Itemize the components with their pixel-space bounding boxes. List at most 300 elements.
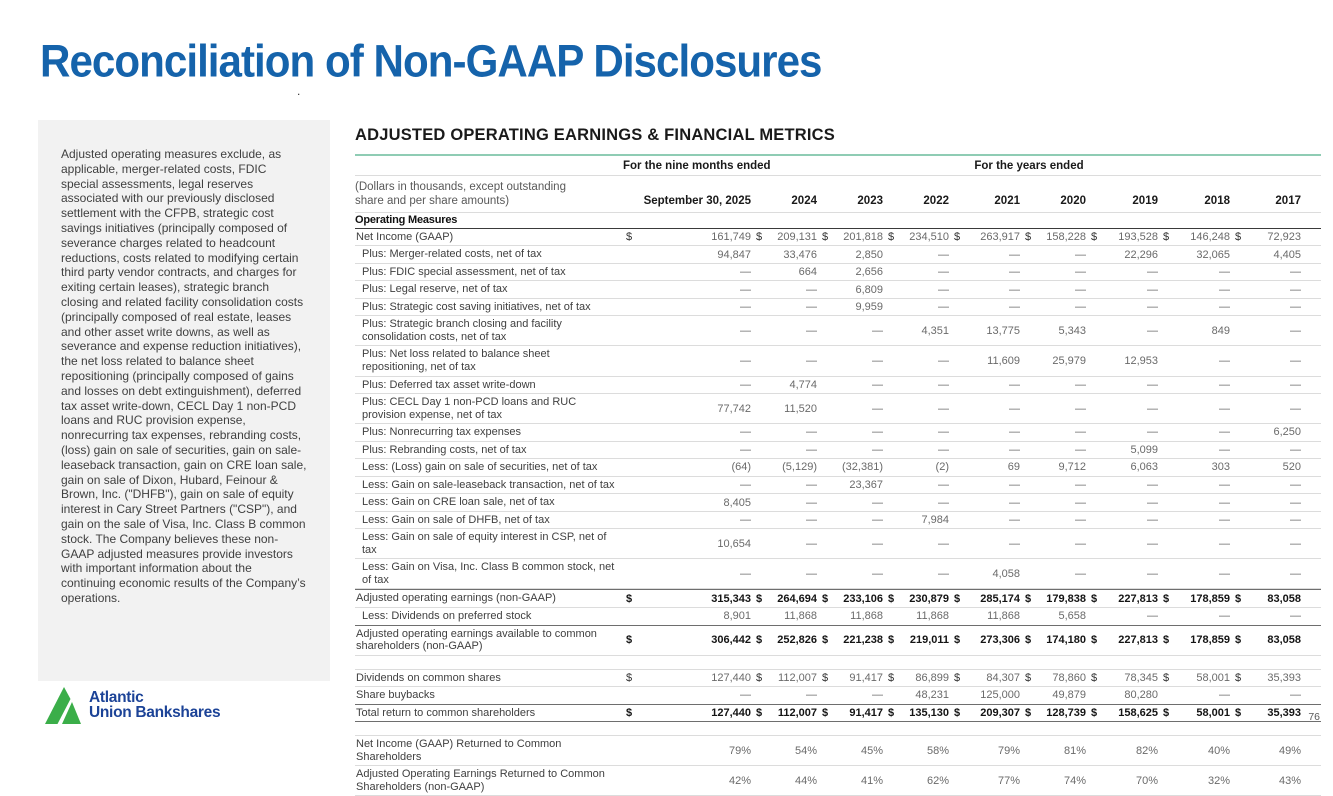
- cell-value: 179,838: [1046, 592, 1086, 605]
- table-row: [355, 377, 1321, 395]
- value-cell: [1232, 299, 1303, 315]
- value-cell: [623, 591, 753, 607]
- cell-value: —: [1147, 567, 1158, 580]
- row-label: Plus: Net loss related to balance sheet repositioning, net of tax: [362, 348, 550, 373]
- cell-value: —: [1219, 496, 1230, 509]
- cell-value: —: [806, 514, 817, 527]
- value-cell: [951, 377, 1022, 393]
- cell-value: —: [1290, 324, 1301, 337]
- table-row: [355, 608, 1321, 626]
- dollar-sign: $: [1091, 231, 1098, 244]
- value-cell: [1160, 401, 1232, 417]
- cell-value: 79%: [997, 744, 1020, 757]
- value-cell: [1022, 229, 1088, 245]
- cell-value: 33,476: [783, 248, 817, 261]
- span-header-nine-months: For the nine months ended: [623, 160, 771, 172]
- dollar-sign: $: [822, 592, 829, 605]
- row-label: Plus: FDIC special assessment, net of tax: [362, 265, 566, 278]
- value-cell: [1160, 323, 1232, 339]
- dollar-sign: $: [954, 671, 961, 684]
- cell-value: —: [740, 443, 751, 456]
- span-header-years: For the years ended: [974, 160, 1084, 172]
- value-cell: [1232, 459, 1303, 475]
- value-cell: [1232, 377, 1303, 393]
- cell-value: —: [938, 426, 949, 439]
- span-header-gap: [355, 160, 623, 172]
- cell-value: —: [1219, 537, 1230, 550]
- dollar-sign: $: [626, 634, 633, 647]
- dollar-sign: $: [1235, 706, 1242, 719]
- logo-line2: Union Bankshares: [89, 704, 221, 721]
- cell-value: 91,417: [849, 706, 883, 719]
- value-cell: [623, 229, 753, 245]
- cell-value: —: [1009, 426, 1020, 439]
- dollar-sign: $: [888, 706, 895, 719]
- cell-value: 49,879: [1052, 689, 1086, 702]
- cell-value: 11,868: [987, 610, 1020, 623]
- cell-value: —: [806, 324, 817, 337]
- dollar-sign: $: [1235, 671, 1242, 684]
- value-cell: [1088, 442, 1160, 458]
- value-cell: [885, 299, 951, 315]
- cell-value: 9,959: [855, 301, 883, 314]
- row-label: Less: Gain on sale of DHFB, net of tax: [362, 513, 550, 526]
- cell-value: —: [1219, 378, 1230, 391]
- cell-value: —: [872, 324, 883, 337]
- value-cell: [753, 424, 819, 440]
- value-cell: [1022, 477, 1088, 493]
- cell-value: —: [740, 514, 751, 527]
- value-cell: [623, 773, 753, 789]
- value-cell: [1022, 282, 1088, 298]
- cell-value: —: [1219, 283, 1230, 296]
- cell-value: —: [938, 567, 949, 580]
- value-cell: [1160, 687, 1232, 703]
- value-cell: [1232, 353, 1303, 369]
- cell-value: 227,813: [1118, 592, 1158, 605]
- cell-value: —: [872, 537, 883, 550]
- value-cell: [1232, 670, 1303, 686]
- dollar-sign: $: [626, 592, 633, 605]
- value-cell: [753, 459, 819, 475]
- cell-value: 69: [1007, 461, 1020, 474]
- value-cell: [885, 705, 951, 721]
- table-row: [355, 735, 1321, 766]
- cell-value: 83,058: [1267, 634, 1301, 647]
- value-cell: [951, 608, 1022, 624]
- value-cell: [1088, 670, 1160, 686]
- value-cell: [753, 377, 819, 393]
- cell-value: 35,393: [1267, 706, 1301, 719]
- cell-value: 209,307: [980, 706, 1020, 719]
- value-cell: [753, 743, 819, 759]
- column-header: 2018: [1204, 194, 1230, 207]
- value-cell: [885, 608, 951, 624]
- cell-value: —: [1219, 443, 1230, 456]
- cell-value: 4,351: [921, 324, 949, 337]
- value-cell: [951, 591, 1022, 607]
- value-cell: [951, 477, 1022, 493]
- cell-value: 70%: [1135, 774, 1158, 787]
- dollar-sign: $: [888, 671, 895, 684]
- value-cell: [1160, 353, 1232, 369]
- value-cell: [753, 512, 819, 528]
- row-label: Net Income (GAAP) Returned to Common Shareholders: [356, 738, 562, 763]
- cell-value: —: [806, 355, 817, 367]
- cell-value: 6,250: [1273, 426, 1301, 439]
- value-cell: [885, 743, 951, 759]
- value-cell: [1022, 442, 1088, 458]
- value-cell: [623, 743, 753, 759]
- table-row: [355, 281, 1321, 299]
- row-label: Dividends on common shares: [356, 671, 501, 684]
- cell-value: 77,742: [717, 402, 751, 415]
- cell-value: 520: [1282, 461, 1301, 474]
- value-cell: [1022, 632, 1088, 648]
- cell-value: —: [872, 514, 883, 527]
- value-cell: [1232, 323, 1303, 339]
- value-cell: [623, 401, 753, 417]
- dollar-sign: $: [756, 592, 763, 605]
- value-cell: [951, 536, 1022, 552]
- value-cell: [951, 773, 1022, 789]
- cell-value: —: [1009, 266, 1020, 279]
- cell-value: —: [1009, 537, 1020, 550]
- value-cell: [1088, 495, 1160, 511]
- value-cell: [951, 566, 1022, 582]
- value-cell: [1088, 705, 1160, 721]
- value-cell: [951, 247, 1022, 263]
- value-cell: [885, 401, 951, 417]
- value-cell: [623, 459, 753, 475]
- value-cell: [1232, 591, 1303, 607]
- cell-value: —: [806, 443, 817, 456]
- value-cell: [1160, 705, 1232, 721]
- dollar-sign: $: [1163, 592, 1170, 605]
- value-cell: [885, 670, 951, 686]
- value-cell: [885, 687, 951, 703]
- cell-value: —: [1219, 426, 1230, 439]
- cell-value: —: [872, 355, 883, 367]
- value-cell: [1160, 229, 1232, 245]
- dollar-sign: $: [756, 706, 763, 719]
- cell-value: —: [1075, 301, 1086, 314]
- value-cell: [753, 401, 819, 417]
- value-cell: [1088, 299, 1160, 315]
- cell-value: —: [1147, 402, 1158, 415]
- value-cell: [623, 495, 753, 511]
- value-cell: [819, 377, 885, 393]
- row-label: Plus: Strategic cost saving initiatives, net of tax: [362, 300, 591, 313]
- value-cell: [1088, 282, 1160, 298]
- value-cell: [1088, 424, 1160, 440]
- cell-value: —: [1290, 355, 1301, 367]
- value-cell: [885, 323, 951, 339]
- cell-value: 178,859: [1190, 634, 1230, 647]
- table-row: [355, 477, 1321, 495]
- value-cell: [1232, 608, 1303, 624]
- row-label: Less: Gain on CRE loan sale, net of tax: [362, 496, 555, 509]
- cell-value: —: [1147, 537, 1158, 550]
- row-label: Less: Gain on Visa, Inc. Class B common stock, net of tax: [362, 561, 615, 586]
- cell-value: 158,228: [1046, 231, 1086, 244]
- cell-value: 127,440: [711, 671, 751, 684]
- cell-value: 23,367: [849, 478, 883, 491]
- cell-value: —: [740, 478, 751, 491]
- dollar-sign: $: [1163, 231, 1170, 244]
- cell-value: —: [740, 266, 751, 279]
- value-cell: [951, 264, 1022, 280]
- value-cell: [885, 424, 951, 440]
- cell-value: —: [1219, 355, 1230, 367]
- cell-value: —: [1290, 266, 1301, 279]
- value-cell: [1022, 377, 1088, 393]
- value-cell: [951, 687, 1022, 703]
- cell-value: 174,180: [1046, 634, 1086, 647]
- value-cell: [1160, 608, 1232, 624]
- dollar-sign: $: [756, 671, 763, 684]
- value-cell: [819, 264, 885, 280]
- cell-value: 285,174: [980, 592, 1020, 605]
- cell-value: —: [1219, 689, 1230, 702]
- cell-value: 4,405: [1273, 248, 1301, 261]
- value-cell: [1088, 743, 1160, 759]
- cell-value: —: [1147, 283, 1158, 296]
- cell-value: 5,099: [1130, 443, 1158, 456]
- cell-value: 5,658: [1058, 610, 1086, 623]
- cell-value: —: [1075, 514, 1086, 527]
- value-cell: [623, 264, 753, 280]
- dollar-sign: $: [626, 706, 633, 719]
- value-cell: [753, 299, 819, 315]
- cell-value: —: [1147, 478, 1158, 491]
- value-cell: [1022, 459, 1088, 475]
- cell-value: 146,248: [1190, 231, 1230, 244]
- row-label: Plus: Merger-related costs, net of tax: [362, 248, 542, 261]
- cell-value: —: [1290, 496, 1301, 509]
- table-row: [355, 705, 1321, 723]
- cell-value: 62%: [926, 774, 949, 787]
- value-cell: [1022, 670, 1088, 686]
- dollar-sign: $: [822, 706, 829, 719]
- cell-value: 45%: [860, 744, 883, 757]
- cell-value: 58,001: [1196, 706, 1230, 719]
- value-cell: [753, 264, 819, 280]
- dollar-sign: $: [1091, 706, 1098, 719]
- sidebar-note-text: Adjusted operating measures exclude, as applicable, merger-related costs, FDIC special assessments, legal reserves associated with our previously disclosed settlement with the CFPB, strategic cost savings initiatives (principally composed of severance charges related to headcount reductions, costs related to modifying certain third party vendor contracts, and charges for exiting certain leases), strategic branch closing and related facility consolidation costs (principally composed of real estate, leases and other asset write downs, as well as severance and expense reduction initiatives), the net loss related to balance sheet repositioning (principally composed of gains and losses on debt extinguishment), deferred tax asset write-down, CECL Day 1 non-PCD loans and RUC provision expense, nonrecurring tax expenses, rebranding costs, (loss) gain on sale of securities, gain on sale-leaseback transaction, gain on CRE loan sale, gain on sale of Dixon, Hubard, Feinour & Brown, Inc. ("DHFB"), gain on sale of equity interest in Cary Street Partners ("CSP"), and gain on the sale of Visa, Inc. Class B common stock. The Company believes these non-GAAP adjusted measures provide investors with important information about the continuing economic results of the Company’s operations.: [61, 147, 307, 605]
- value-cell: [819, 536, 885, 552]
- cell-value: 48,231: [915, 689, 949, 702]
- cell-value: 178,859: [1190, 592, 1230, 605]
- row-label: Less: Gain on sale of equity interest in CSP, net of tax: [362, 531, 607, 556]
- cell-value: 77%: [997, 774, 1020, 787]
- value-cell: [951, 323, 1022, 339]
- cell-value: —: [740, 689, 751, 702]
- cell-value: —: [1009, 478, 1020, 491]
- dollar-sign: $: [954, 231, 961, 244]
- dollar-sign: $: [756, 231, 763, 244]
- dollar-sign: $: [954, 706, 961, 719]
- dollar-sign: $: [1163, 671, 1170, 684]
- value-cell: [1022, 743, 1088, 759]
- column-header: 2023: [857, 194, 883, 207]
- value-cell: [1088, 323, 1160, 339]
- cell-value: —: [1009, 402, 1020, 415]
- value-cell: [623, 247, 753, 263]
- value-cell: [1232, 442, 1303, 458]
- dollar-sign: $: [888, 231, 895, 244]
- cell-value: —: [938, 496, 949, 509]
- cell-value: 35,393: [1267, 671, 1301, 684]
- value-cell: [885, 536, 951, 552]
- value-cell: [1232, 687, 1303, 703]
- cell-value: —: [938, 537, 949, 550]
- dollar-sign: $: [1025, 634, 1032, 647]
- cell-value: —: [1290, 443, 1301, 456]
- value-cell: [819, 705, 885, 721]
- dollar-sign: $: [954, 592, 961, 605]
- cell-value: —: [938, 443, 949, 456]
- table-row: [355, 246, 1321, 264]
- value-cell: [1022, 512, 1088, 528]
- cell-value: —: [872, 426, 883, 439]
- value-cell: [885, 353, 951, 369]
- value-cell: [1160, 591, 1232, 607]
- value-cell: [885, 377, 951, 393]
- row-label: Adjusted Operating Earnings Returned to Common Shareholders (non-GAAP): [356, 768, 605, 793]
- cell-value: —: [740, 567, 751, 580]
- cell-value: —: [1219, 478, 1230, 491]
- cell-value: (32,381): [842, 461, 883, 474]
- value-cell: [623, 670, 753, 686]
- row-label: Less: (Loss) gain on sale of securities, net of tax: [362, 461, 598, 474]
- cell-value: —: [938, 355, 949, 367]
- cell-value: (5,129): [782, 461, 817, 474]
- value-cell: [1232, 536, 1303, 552]
- dollar-sign: $: [1163, 706, 1170, 719]
- cell-value: 25,979: [1052, 355, 1086, 367]
- value-cell: [1022, 424, 1088, 440]
- cell-value: —: [740, 378, 751, 391]
- cell-value: —: [740, 324, 751, 337]
- value-cell: [819, 229, 885, 245]
- value-cell: [753, 591, 819, 607]
- dollar-sign: $: [1025, 231, 1032, 244]
- value-cell: [753, 477, 819, 493]
- value-cell: [819, 424, 885, 440]
- dollar-sign: $: [822, 634, 829, 647]
- dollar-sign: $: [756, 634, 763, 647]
- value-cell: [623, 536, 753, 552]
- cell-value: —: [1075, 496, 1086, 509]
- cell-value: 306,442: [711, 634, 751, 647]
- table-row: [355, 316, 1321, 346]
- page-title: Reconciliation of Non-GAAP Disclosures: [40, 36, 822, 87]
- cell-value: —: [872, 567, 883, 580]
- cell-value: 11,868: [850, 610, 883, 623]
- cell-value: —: [1009, 378, 1020, 391]
- value-cell: [1088, 229, 1160, 245]
- cell-value: 4,058: [992, 567, 1020, 580]
- column-header-row: [355, 176, 1321, 213]
- cell-value: —: [938, 248, 949, 261]
- value-cell: [623, 377, 753, 393]
- value-cell: [1160, 247, 1232, 263]
- cell-value: —: [1009, 301, 1020, 314]
- value-cell: [885, 459, 951, 475]
- cell-value: 78,860: [1052, 671, 1086, 684]
- cell-value: —: [1219, 610, 1230, 623]
- dollar-sign: $: [1163, 634, 1170, 647]
- value-cell: [623, 632, 753, 648]
- value-cell: [819, 323, 885, 339]
- cell-value: 12,953: [1124, 355, 1158, 367]
- dollar-sign: $: [888, 634, 895, 647]
- value-cell: [753, 247, 819, 263]
- value-cell: [753, 687, 819, 703]
- sidebar-note: [38, 120, 330, 681]
- value-cell: [753, 670, 819, 686]
- value-cell: [885, 264, 951, 280]
- value-cell: [753, 566, 819, 582]
- table-row: [355, 299, 1321, 317]
- cell-value: —: [1147, 496, 1158, 509]
- table-row: [355, 559, 1321, 589]
- cell-value: 2,656: [855, 266, 883, 279]
- table-row: [355, 442, 1321, 460]
- cell-value: —: [1075, 283, 1086, 296]
- cell-value: —: [1147, 426, 1158, 439]
- cell-value: —: [1290, 478, 1301, 491]
- value-cell: [951, 282, 1022, 298]
- cell-value: 78,345: [1124, 671, 1158, 684]
- cell-value: 252,826: [777, 634, 817, 647]
- value-cell: [1088, 591, 1160, 607]
- row-label: Plus: CECL Day 1 non-PCD loans and RUC provision expense, net of tax: [362, 396, 577, 421]
- value-cell: [753, 705, 819, 721]
- value-cell: [819, 353, 885, 369]
- cell-value: —: [1290, 402, 1301, 415]
- value-cell: [1088, 566, 1160, 582]
- value-cell: [819, 459, 885, 475]
- logo-line1: Atlantic: [89, 689, 144, 706]
- value-cell: [951, 442, 1022, 458]
- table-row: [355, 512, 1321, 530]
- cell-value: 6,063: [1130, 461, 1158, 474]
- cell-value: —: [1219, 402, 1230, 415]
- cell-value: —: [872, 378, 883, 391]
- cell-value: —: [1290, 537, 1301, 550]
- cell-value: —: [1075, 567, 1086, 580]
- value-cell: [951, 353, 1022, 369]
- table-row: [355, 394, 1321, 424]
- financial-table: [355, 154, 1321, 796]
- cell-value: —: [806, 537, 817, 550]
- value-cell: [1160, 632, 1232, 648]
- cell-value: —: [872, 443, 883, 456]
- value-cell: [623, 687, 753, 703]
- value-cell: [623, 442, 753, 458]
- cell-value: 230,879: [909, 592, 949, 605]
- table-row: [355, 626, 1321, 656]
- row-label: Plus: Rebranding costs, net of tax: [362, 443, 527, 456]
- value-cell: [1088, 773, 1160, 789]
- row-label: Plus: Deferred tax asset write-down: [362, 378, 536, 391]
- cell-value: 201,818: [843, 231, 883, 244]
- cell-value: —: [806, 283, 817, 296]
- cell-value: —: [938, 283, 949, 296]
- value-cell: [1022, 608, 1088, 624]
